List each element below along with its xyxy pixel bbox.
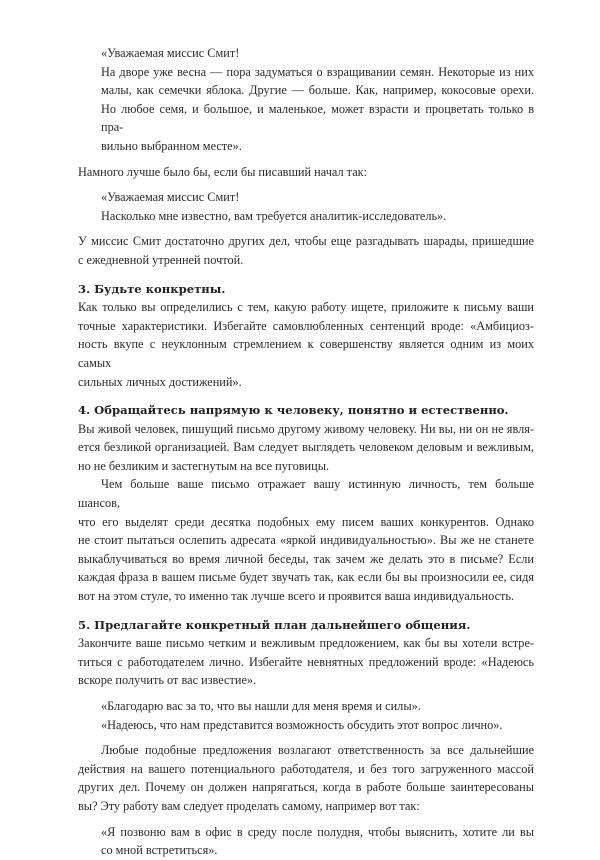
quote-line: На дворе уже весна — пора задуматься о взращивании семян. Некоторые из них [101, 64, 534, 79]
letter-quote-vague-closing [78, 697, 534, 734]
body-paragraph [78, 232, 534, 269]
quote-line: «Благодарю вас за то, что вы нашли для меня время и силы». [101, 699, 421, 713]
paragraph-line: действия на вашего потенциального работодателя, и без того загруженного массой [78, 761, 534, 776]
section-heading: 4. Обращайтесь напрямую к человеку, понятно и естественно. [78, 403, 509, 418]
paragraph-line: У миссис Смит достаточно других дел, чтобы еще разгадывать шарады, пришедшие [78, 234, 534, 249]
quote-line: Насколько мне известно, вам требуется аналитик-исследователь». [101, 208, 447, 223]
quote-line: «Уважаемая миссис Смит! [101, 46, 240, 60]
quote-line: «Я позвоню вам в офис в среду после полудня, чтобы выяснить, хотите ли вы [101, 824, 534, 839]
paragraph-line: ется безликой организацией. Вам следует выглядеть человеком деловым и вежливым, [78, 440, 534, 455]
paragraph-line: Намного лучше было бы, если бы писавший начал так: [78, 164, 368, 179]
quote-line: малы, как семечки яблока. Другие — больше. Как, например, кокосовые орехи. [101, 83, 534, 98]
paragraph-line: Любые подобные предложения возлагают ответственность за все дальнейшие [101, 743, 534, 758]
quote-line: Но любое семя, и большое, и маленькое, может взрасти и процветать только в пра- [101, 101, 534, 135]
section-heading: 5. Предлагайте конкретный план дальнейшего общения. [78, 617, 471, 632]
quote-line: вильно выбранном месте». [101, 138, 242, 153]
paragraph-line: Закончите ваше письмо четким и вежливым предложением, как бы вы хотели встре- [78, 636, 534, 651]
letter-quote-bad-opening [78, 44, 534, 156]
paragraph-line: не стоит пытаться ослепить адресата «яркой индивидуальностью». Вы же не станете [78, 533, 534, 548]
body-paragraph [78, 634, 534, 690]
paragraph-line: Как только вы определились с тем, какую работу ищете, приложите к письму ваши [78, 300, 534, 315]
quote-line: «Уважаемая миссис Смит! [101, 190, 240, 205]
section-heading: 3. Будьте конкретны. [78, 281, 226, 296]
paragraph-line: Чем больше ваше письмо отражает вашу истинную личность, тем больше шансов, [78, 477, 534, 511]
paragraph-line: но не безликим и застегнутым на все пуговицы. [78, 458, 330, 473]
paragraph-line: титься с работодателем лично. Избегайте невнятных предложений вроде: «Надеюсь [78, 654, 534, 669]
paragraph-line: других дел. Почему он должен напрягаться, когда в работе больше заинтересованы [78, 780, 534, 795]
body-paragraph [78, 298, 534, 391]
paragraph-line: вскоре получить от вас известие». [78, 673, 257, 688]
body-paragraph [78, 420, 534, 476]
body-paragraph [78, 163, 534, 182]
body-paragraph [78, 741, 534, 815]
body-paragraph [78, 475, 534, 605]
paragraph-line: сильных личных достижений». [78, 374, 242, 389]
paragraph-line: вот на этом стуле, то именно так лучше всего и проявится ваша индивидуальность. [78, 589, 515, 604]
paragraph-line: вы? Эту работу вам следует проделать самому, например вот так: [78, 798, 420, 813]
paragraph-line: каждая фраза в вашем письме будет звучать так, как если бы вы произносили ее, сидя [78, 570, 534, 585]
quote-line: со мной встретиться». [101, 843, 218, 858]
paragraph-line: ность вкупе с неуклонным стремлением к совершенству является одним из моих самых [78, 337, 534, 370]
quote-line: «Надеюсь, что нам представится возможность обсудить этот вопрос лично». [101, 717, 503, 732]
paragraph-line: с ежедневной утренней почтой. [78, 252, 244, 267]
paragraph-line: выкаблучиваться во время личной беседы, так зачем же делать это в письме? Если [78, 551, 534, 566]
page-content [78, 44, 534, 860]
paragraph-line: что его выделят среди десятка подобных ему писем ваших конкурентов. Однако [78, 514, 534, 529]
letter-quote-good-opening [78, 188, 534, 225]
paragraph-line: Вы живой человек, пишущий письмо другому живому человеку. Ни вы, ни он не явля- [78, 421, 534, 436]
letter-quote-good-closing [78, 823, 534, 860]
paragraph-line: точные характеристики. Избегайте самовлюбленных сентенций вроде: «Амбициоз- [78, 318, 534, 333]
